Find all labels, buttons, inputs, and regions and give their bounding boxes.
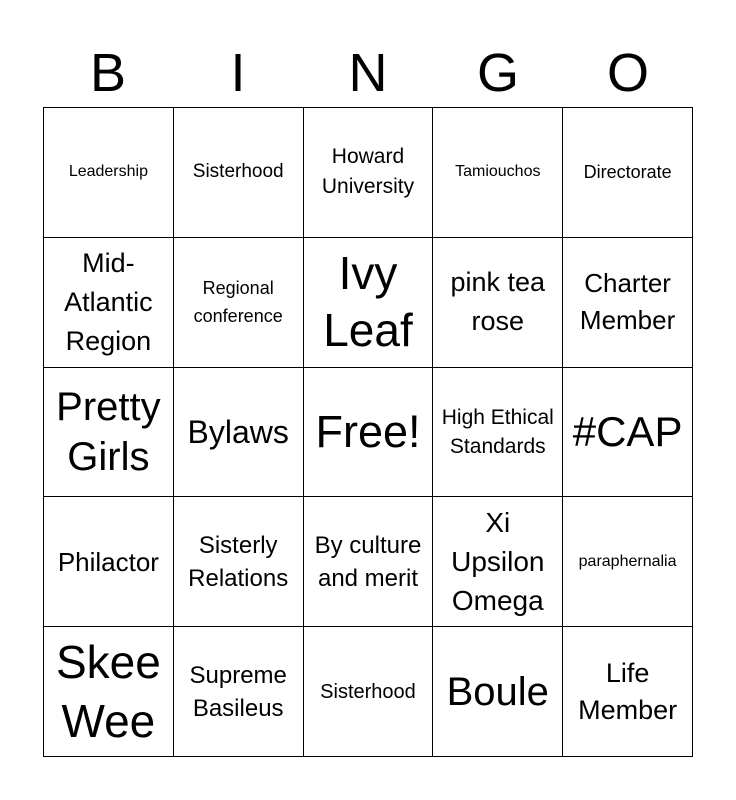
bingo-cell[interactable] (563, 627, 693, 757)
bingo-cell[interactable] (563, 497, 693, 627)
bingo-cell-label: By culture and merit (314, 531, 422, 592)
bingo-cell[interactable] (563, 368, 693, 498)
bingo-cell[interactable] (304, 238, 434, 368)
bingo-cell-label: Leadership (68, 163, 148, 181)
bingo-cell-label: Boule (446, 669, 549, 714)
bingo-cell[interactable] (304, 108, 434, 238)
bingo-cell-label: Tamiouchos (455, 163, 541, 181)
bingo-cell-label: Directorate (583, 162, 672, 183)
bingo-cell-label: Skee Wee (55, 635, 161, 747)
bingo-cell-label: Xi Upsilon Omega (451, 507, 545, 617)
bingo-cell-label: Mid-Atlantic Region (64, 247, 153, 356)
bingo-cell[interactable] (174, 238, 304, 368)
bingo-cell[interactable] (304, 368, 434, 498)
bingo-cell-label: Sisterhood (192, 161, 284, 183)
header-letter-g: G (476, 43, 519, 103)
bingo-cell-label: Supreme Basileus (189, 661, 287, 722)
bingo-cell[interactable] (174, 368, 304, 498)
bingo-cell[interactable] (44, 368, 174, 498)
header-letter-n: N (348, 43, 388, 103)
bingo-cell[interactable] (433, 627, 563, 757)
bingo-header (43, 40, 693, 106)
bingo-cell[interactable] (433, 368, 563, 498)
bingo-cell[interactable] (44, 497, 174, 627)
header-letter-i: I (230, 43, 246, 103)
bingo-cell[interactable] (433, 497, 563, 627)
bingo-cell-label: High Ethical Standards (441, 405, 554, 458)
bingo-cell-label: Bylaws (187, 413, 289, 450)
bingo-board (43, 107, 693, 757)
bingo-cell[interactable] (563, 108, 693, 238)
bingo-cell-label: Philactor (57, 546, 159, 577)
bingo-cell[interactable] (44, 238, 174, 368)
bingo-cell-label: #CAP (572, 407, 683, 455)
bingo-cell-label: Regional conference (193, 278, 283, 327)
bingo-cell-label: Free! (315, 405, 421, 457)
bingo-cell-label: Life Member (578, 657, 678, 725)
bingo-cell[interactable] (433, 238, 563, 368)
bingo-cell-label: Sisterly Relations (188, 531, 289, 592)
bingo-cell[interactable] (563, 238, 693, 368)
header-letter-b: B (89, 43, 127, 103)
bingo-cell[interactable] (174, 627, 304, 757)
bingo-cell[interactable] (44, 108, 174, 238)
bingo-cell-label: paraphernalia (578, 552, 677, 570)
bingo-cell[interactable] (174, 497, 304, 627)
bingo-cell-label: pink tea rose (450, 267, 546, 337)
bingo-cell[interactable] (304, 627, 434, 757)
bingo-cell-label: Sisterhood (320, 680, 416, 703)
bingo-cell[interactable] (174, 108, 304, 238)
bingo-cell-label: Ivy Leaf (323, 247, 413, 357)
bingo-cell-label: Pretty Girls (56, 384, 161, 479)
header-letter-o: O (606, 43, 649, 103)
bingo-cell-label: Howard University (321, 145, 415, 199)
bingo-cell[interactable] (44, 627, 174, 757)
bingo-cell-label: Charter Member (579, 268, 676, 336)
bingo-cell[interactable] (433, 108, 563, 238)
bingo-cell[interactable] (304, 497, 434, 627)
